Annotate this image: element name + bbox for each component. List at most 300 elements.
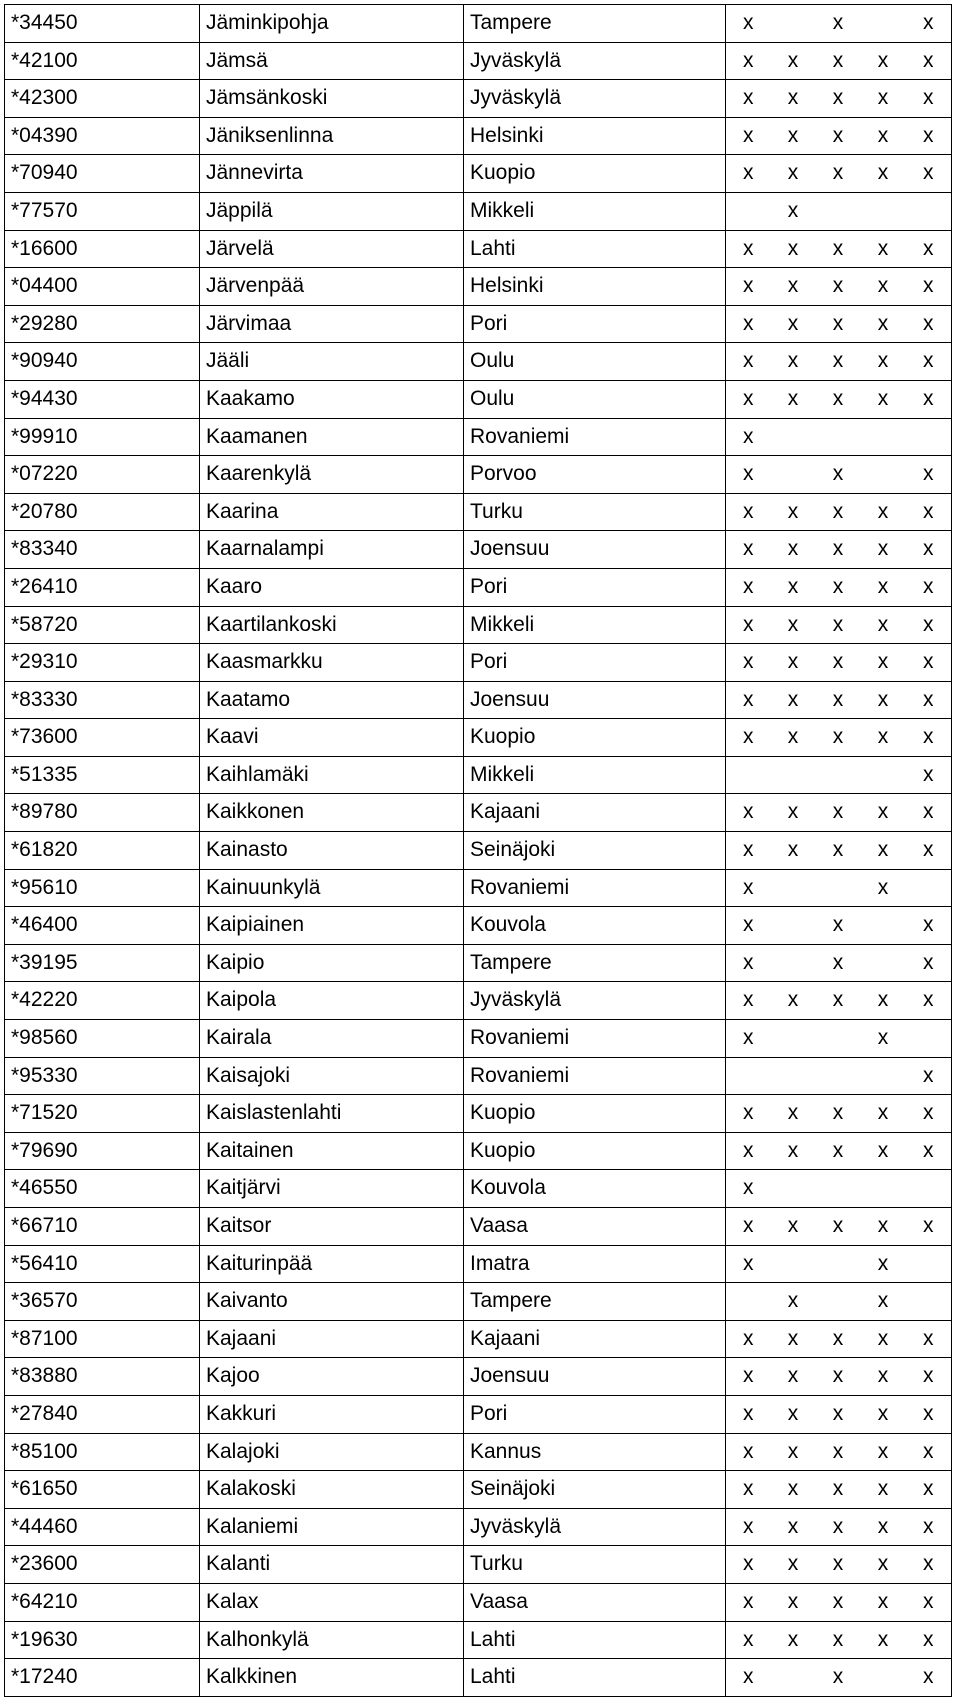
mark-cell: x	[771, 155, 816, 193]
region-cell: Pori	[464, 644, 726, 682]
region-cell: Seinäjoki	[464, 832, 726, 870]
region-cell: Vaasa	[464, 1208, 726, 1246]
mark-cell: x	[906, 982, 952, 1020]
postal-code-cell: *42100	[5, 42, 200, 80]
table-row	[5, 418, 952, 456]
region-cell: Kajaani	[464, 1320, 726, 1358]
mark-cell: x	[861, 719, 906, 757]
locality-cell: Kaitjärvi	[200, 1170, 464, 1208]
mark-cell: x	[726, 1508, 771, 1546]
table-row	[5, 1621, 952, 1659]
mark-cell: x	[816, 1132, 861, 1170]
mark-cell	[771, 944, 816, 982]
region-cell: Helsinki	[464, 117, 726, 155]
mark-cell	[906, 192, 952, 230]
mark-cell	[861, 456, 906, 494]
table-row	[5, 42, 952, 80]
table-row	[5, 719, 952, 757]
locality-cell: Kalkkinen	[200, 1659, 464, 1697]
mark-cell: x	[861, 230, 906, 268]
postal-code-cell: *77570	[5, 192, 200, 230]
mark-cell: x	[771, 380, 816, 418]
mark-cell	[816, 418, 861, 456]
region-cell: Rovaniemi	[464, 1057, 726, 1095]
mark-cell: x	[726, 42, 771, 80]
mark-cell: x	[906, 568, 952, 606]
locality-cell: Jääli	[200, 343, 464, 381]
postal-code-cell: *66710	[5, 1208, 200, 1246]
postal-code-cell: *23600	[5, 1546, 200, 1584]
mark-cell: x	[771, 982, 816, 1020]
locality-cell: Kaarina	[200, 493, 464, 531]
locality-cell: Kaatamo	[200, 681, 464, 719]
mark-cell: x	[771, 192, 816, 230]
mark-cell: x	[861, 1358, 906, 1396]
mark-cell: x	[861, 80, 906, 118]
table-row	[5, 192, 952, 230]
mark-cell: x	[816, 794, 861, 832]
locality-cell: Jäppilä	[200, 192, 464, 230]
mark-cell	[771, 456, 816, 494]
mark-cell: x	[726, 568, 771, 606]
postal-code-cell: *83880	[5, 1358, 200, 1396]
mark-cell: x	[726, 456, 771, 494]
table-row	[5, 1170, 952, 1208]
table-row	[5, 1283, 952, 1321]
mark-cell: x	[906, 456, 952, 494]
locality-cell: Kakkuri	[200, 1395, 464, 1433]
locality-cell: Kaivanto	[200, 1283, 464, 1321]
locality-cell: Kajoo	[200, 1358, 464, 1396]
table-row	[5, 1659, 952, 1697]
postal-code-cell: *39195	[5, 944, 200, 982]
mark-cell: x	[816, 1358, 861, 1396]
postal-code-cell: *51335	[5, 756, 200, 794]
postal-code-cell: *04400	[5, 268, 200, 306]
region-cell: Joensuu	[464, 531, 726, 569]
region-cell: Joensuu	[464, 681, 726, 719]
mark-cell: x	[861, 268, 906, 306]
mark-cell: x	[816, 230, 861, 268]
table-row	[5, 1057, 952, 1095]
postal-code-cell: *42300	[5, 80, 200, 118]
table-row	[5, 644, 952, 682]
table-row	[5, 531, 952, 569]
mark-cell: x	[726, 1583, 771, 1621]
mark-cell: x	[906, 1471, 952, 1509]
mark-cell: x	[771, 1508, 816, 1546]
postal-code-cell: *44460	[5, 1508, 200, 1546]
table-row	[5, 1020, 952, 1058]
region-cell: Mikkeli	[464, 606, 726, 644]
region-cell: Oulu	[464, 380, 726, 418]
mark-cell: x	[726, 230, 771, 268]
locality-cell: Kaipiainen	[200, 907, 464, 945]
table-row	[5, 681, 952, 719]
mark-cell: x	[771, 719, 816, 757]
postal-code-cell: *83340	[5, 531, 200, 569]
mark-cell	[771, 1057, 816, 1095]
mark-cell: x	[861, 1546, 906, 1584]
mark-cell: x	[726, 380, 771, 418]
postal-code-cell: *46550	[5, 1170, 200, 1208]
mark-cell: x	[861, 1095, 906, 1133]
mark-cell: x	[906, 1395, 952, 1433]
mark-cell: x	[861, 606, 906, 644]
region-cell: Mikkeli	[464, 756, 726, 794]
mark-cell	[726, 756, 771, 794]
mark-cell: x	[906, 493, 952, 531]
postal-code-cell: *79690	[5, 1132, 200, 1170]
mark-cell: x	[726, 418, 771, 456]
region-cell: Pori	[464, 1395, 726, 1433]
mark-cell: x	[906, 343, 952, 381]
region-cell: Mikkeli	[464, 192, 726, 230]
mark-cell: x	[861, 380, 906, 418]
mark-cell: x	[816, 5, 861, 43]
table-row	[5, 1208, 952, 1246]
mark-cell: x	[861, 869, 906, 907]
postal-code-cell: *98560	[5, 1020, 200, 1058]
table-row	[5, 380, 952, 418]
table-row	[5, 343, 952, 381]
mark-cell: x	[726, 1020, 771, 1058]
table-row	[5, 568, 952, 606]
postal-code-cell: *95610	[5, 869, 200, 907]
mark-cell	[726, 1283, 771, 1321]
table-row	[5, 832, 952, 870]
region-cell: Turku	[464, 493, 726, 531]
region-cell: Porvoo	[464, 456, 726, 494]
region-cell: Kuopio	[464, 1095, 726, 1133]
postal-code-cell: *19630	[5, 1621, 200, 1659]
mark-cell: x	[771, 568, 816, 606]
mark-cell: x	[726, 1132, 771, 1170]
mark-cell: x	[906, 268, 952, 306]
postal-code-cell: *99910	[5, 418, 200, 456]
mark-cell	[816, 1020, 861, 1058]
mark-cell	[861, 5, 906, 43]
mark-cell: x	[906, 155, 952, 193]
postal-code-cell: *94430	[5, 380, 200, 418]
mark-cell: x	[816, 907, 861, 945]
mark-cell: x	[861, 1320, 906, 1358]
region-cell: Pori	[464, 305, 726, 343]
mark-cell: x	[726, 982, 771, 1020]
mark-cell: x	[861, 568, 906, 606]
mark-cell: x	[861, 1245, 906, 1283]
mark-cell: x	[816, 42, 861, 80]
locality-cell: Järvimaa	[200, 305, 464, 343]
mark-cell: x	[726, 1659, 771, 1697]
mark-cell: x	[816, 305, 861, 343]
table-row	[5, 456, 952, 494]
mark-cell: x	[726, 832, 771, 870]
postal-code-cell: *90940	[5, 343, 200, 381]
table-row	[5, 1245, 952, 1283]
mark-cell: x	[771, 644, 816, 682]
table-row	[5, 1508, 952, 1546]
locality-cell: Kaartilankoski	[200, 606, 464, 644]
table-row	[5, 5, 952, 43]
locality-cell: Kalajoki	[200, 1433, 464, 1471]
mark-cell: x	[726, 1433, 771, 1471]
mark-cell	[861, 907, 906, 945]
mark-cell: x	[726, 531, 771, 569]
table-row	[5, 869, 952, 907]
mark-cell: x	[861, 42, 906, 80]
mark-cell	[771, 907, 816, 945]
locality-cell: Kaasmarkku	[200, 644, 464, 682]
mark-cell	[771, 1245, 816, 1283]
mark-cell: x	[816, 493, 861, 531]
mark-cell: x	[726, 606, 771, 644]
postal-code-cell: *36570	[5, 1283, 200, 1321]
postal-code-table	[4, 4, 952, 1697]
postal-code-cell: *04390	[5, 117, 200, 155]
region-cell: Kuopio	[464, 1132, 726, 1170]
region-cell: Rovaniemi	[464, 418, 726, 456]
mark-cell: x	[861, 681, 906, 719]
mark-cell: x	[861, 1208, 906, 1246]
region-cell: Jyväskylä	[464, 80, 726, 118]
mark-cell: x	[816, 568, 861, 606]
table-body	[5, 5, 952, 1697]
region-cell: Kuopio	[464, 155, 726, 193]
mark-cell: x	[861, 1508, 906, 1546]
mark-cell: x	[726, 1471, 771, 1509]
mark-cell: x	[771, 305, 816, 343]
mark-cell: x	[771, 1320, 816, 1358]
postal-code-cell: *29280	[5, 305, 200, 343]
mark-cell	[816, 192, 861, 230]
postal-code-cell: *20780	[5, 493, 200, 531]
mark-cell: x	[861, 1020, 906, 1058]
mark-cell: x	[861, 117, 906, 155]
mark-cell: x	[771, 1132, 816, 1170]
mark-cell	[771, 418, 816, 456]
mark-cell: x	[906, 719, 952, 757]
locality-cell: Kaihlamäki	[200, 756, 464, 794]
mark-cell: x	[771, 1433, 816, 1471]
locality-cell: Kaitainen	[200, 1132, 464, 1170]
mark-cell	[816, 1057, 861, 1095]
mark-cell	[861, 192, 906, 230]
mark-cell: x	[771, 794, 816, 832]
mark-cell: x	[726, 1095, 771, 1133]
mark-cell	[771, 1020, 816, 1058]
mark-cell	[861, 418, 906, 456]
mark-cell: x	[906, 42, 952, 80]
table-row	[5, 155, 952, 193]
table-row	[5, 1583, 952, 1621]
locality-cell: Järvelä	[200, 230, 464, 268]
mark-cell: x	[816, 644, 861, 682]
mark-cell	[816, 869, 861, 907]
mark-cell: x	[861, 1433, 906, 1471]
locality-cell: Kalhonkylä	[200, 1621, 464, 1659]
mark-cell: x	[816, 80, 861, 118]
mark-cell: x	[726, 1621, 771, 1659]
mark-cell: x	[906, 1057, 952, 1095]
mark-cell: x	[771, 1358, 816, 1396]
mark-cell: x	[726, 944, 771, 982]
postal-code-cell: *46400	[5, 907, 200, 945]
postal-code-cell: *27840	[5, 1395, 200, 1433]
locality-cell: Jäniksenlinna	[200, 117, 464, 155]
region-cell: Kouvola	[464, 907, 726, 945]
mark-cell	[906, 869, 952, 907]
locality-cell: Kajaani	[200, 1320, 464, 1358]
mark-cell: x	[906, 305, 952, 343]
mark-cell: x	[771, 1471, 816, 1509]
locality-cell: Kainuunkylä	[200, 869, 464, 907]
region-cell: Seinäjoki	[464, 1471, 726, 1509]
mark-cell: x	[771, 1283, 816, 1321]
mark-cell: x	[816, 1320, 861, 1358]
mark-cell: x	[726, 719, 771, 757]
mark-cell	[816, 1245, 861, 1283]
region-cell: Lahti	[464, 1621, 726, 1659]
mark-cell	[906, 1283, 952, 1321]
postal-code-cell: *17240	[5, 1659, 200, 1697]
mark-cell: x	[816, 832, 861, 870]
locality-cell: Kaipio	[200, 944, 464, 982]
mark-cell: x	[816, 117, 861, 155]
table-row	[5, 756, 952, 794]
region-cell: Tampere	[464, 1283, 726, 1321]
locality-cell: Kainasto	[200, 832, 464, 870]
mark-cell: x	[816, 268, 861, 306]
mark-cell: x	[861, 832, 906, 870]
mark-cell: x	[726, 869, 771, 907]
locality-cell: Kaisajoki	[200, 1057, 464, 1095]
mark-cell: x	[771, 42, 816, 80]
mark-cell: x	[816, 606, 861, 644]
mark-cell: x	[726, 1546, 771, 1584]
locality-cell: Kaislastenlahti	[200, 1095, 464, 1133]
postal-code-cell: *58720	[5, 606, 200, 644]
postal-code-cell: *42220	[5, 982, 200, 1020]
region-cell: Oulu	[464, 343, 726, 381]
mark-cell: x	[816, 531, 861, 569]
table-row	[5, 982, 952, 1020]
mark-cell: x	[816, 1095, 861, 1133]
mark-cell: x	[906, 944, 952, 982]
mark-cell	[726, 192, 771, 230]
mark-cell: x	[771, 493, 816, 531]
mark-cell: x	[861, 1395, 906, 1433]
mark-cell	[816, 1170, 861, 1208]
postal-code-cell: *95330	[5, 1057, 200, 1095]
mark-cell: x	[906, 1095, 952, 1133]
mark-cell: x	[861, 982, 906, 1020]
region-cell: Kajaani	[464, 794, 726, 832]
table-row	[5, 268, 952, 306]
postal-code-cell: *71520	[5, 1095, 200, 1133]
postal-code-cell: *89780	[5, 794, 200, 832]
mark-cell	[771, 1170, 816, 1208]
region-cell: Vaasa	[464, 1583, 726, 1621]
region-cell: Joensuu	[464, 1358, 726, 1396]
mark-cell: x	[816, 1471, 861, 1509]
mark-cell	[861, 944, 906, 982]
mark-cell: x	[906, 1358, 952, 1396]
mark-cell: x	[726, 644, 771, 682]
mark-cell: x	[771, 606, 816, 644]
mark-cell: x	[816, 1433, 861, 1471]
mark-cell	[771, 1659, 816, 1697]
mark-cell: x	[816, 681, 861, 719]
locality-cell: Kalanti	[200, 1546, 464, 1584]
mark-cell	[861, 1057, 906, 1095]
mark-cell: x	[906, 1546, 952, 1584]
mark-cell: x	[726, 1208, 771, 1246]
locality-cell: Jännevirta	[200, 155, 464, 193]
mark-cell: x	[771, 80, 816, 118]
mark-cell: x	[771, 117, 816, 155]
locality-cell: Kaaro	[200, 568, 464, 606]
table-row	[5, 305, 952, 343]
mark-cell: x	[726, 268, 771, 306]
mark-cell: x	[771, 1621, 816, 1659]
region-cell: Jyväskylä	[464, 982, 726, 1020]
mark-cell: x	[861, 794, 906, 832]
mark-cell: x	[861, 1132, 906, 1170]
locality-cell: Kaarenkylä	[200, 456, 464, 494]
table-row	[5, 1546, 952, 1584]
mark-cell: x	[906, 756, 952, 794]
mark-cell: x	[906, 681, 952, 719]
mark-cell: x	[726, 5, 771, 43]
mark-cell: x	[771, 343, 816, 381]
mark-cell: x	[861, 305, 906, 343]
table-row	[5, 907, 952, 945]
locality-cell: Kaiturinpää	[200, 1245, 464, 1283]
postal-code-cell: *64210	[5, 1583, 200, 1621]
mark-cell: x	[906, 5, 952, 43]
mark-cell: x	[726, 681, 771, 719]
mark-cell: x	[816, 380, 861, 418]
region-cell: Pori	[464, 568, 726, 606]
table-row	[5, 1095, 952, 1133]
table-row	[5, 230, 952, 268]
mark-cell	[906, 1245, 952, 1283]
mark-cell: x	[906, 832, 952, 870]
locality-cell: Kaitsor	[200, 1208, 464, 1246]
mark-cell	[861, 1659, 906, 1697]
postal-code-cell: *56410	[5, 1245, 200, 1283]
mark-cell: x	[861, 343, 906, 381]
mark-cell: x	[771, 268, 816, 306]
mark-cell: x	[816, 1208, 861, 1246]
table-row	[5, 493, 952, 531]
mark-cell: x	[726, 343, 771, 381]
mark-cell: x	[816, 1395, 861, 1433]
mark-cell: x	[816, 155, 861, 193]
mark-cell: x	[816, 719, 861, 757]
mark-cell: x	[726, 493, 771, 531]
table-row	[5, 794, 952, 832]
locality-cell: Kaarnalampi	[200, 531, 464, 569]
mark-cell: x	[906, 1433, 952, 1471]
region-cell: Jyväskylä	[464, 1508, 726, 1546]
locality-cell: Kaakamo	[200, 380, 464, 418]
table-row	[5, 1433, 952, 1471]
mark-cell: x	[861, 531, 906, 569]
table-row	[5, 1358, 952, 1396]
locality-cell: Kaikkonen	[200, 794, 464, 832]
